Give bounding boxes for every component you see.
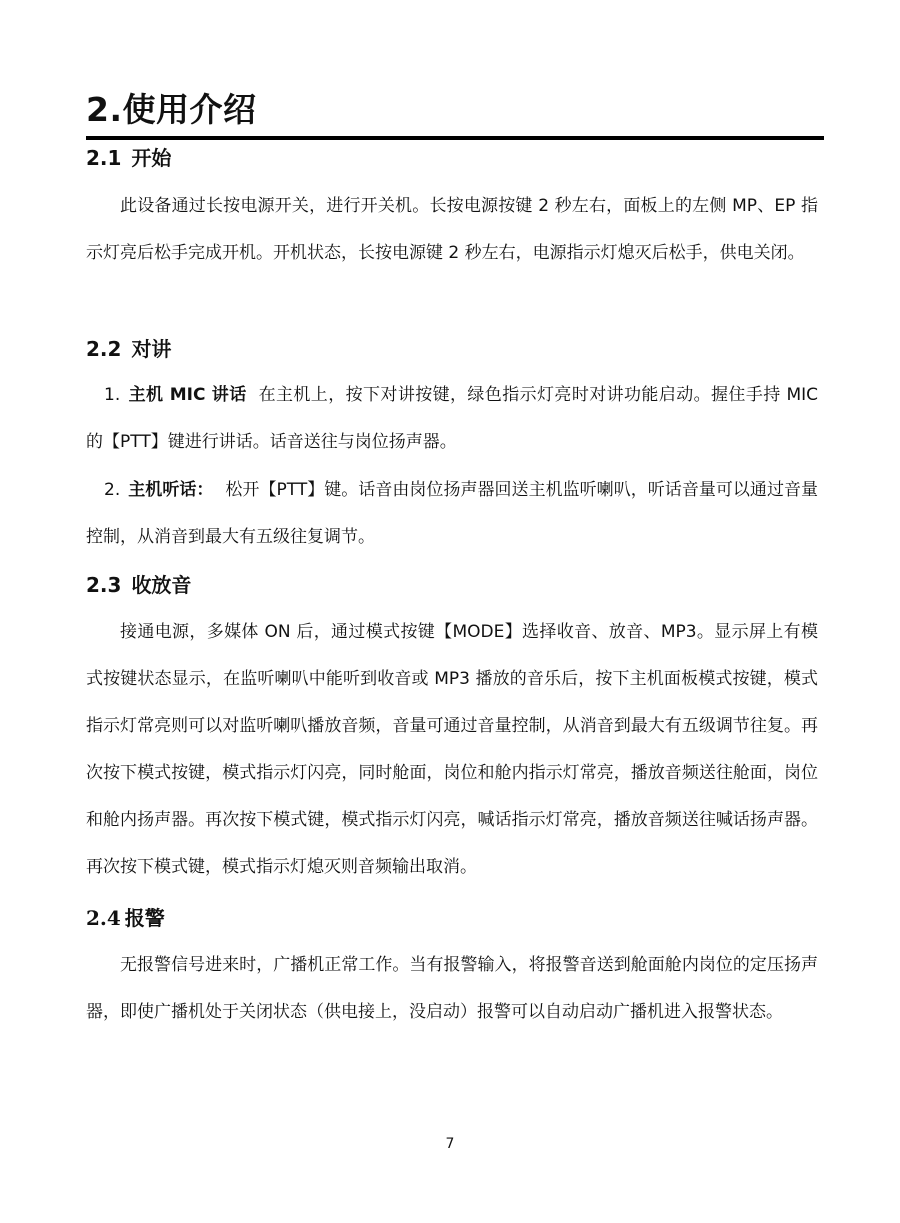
list-index: 2. [104,480,121,500]
list-item-text: 松开【PTT】键。话音由岗位扬声器回送主机监听喇叭，听话音量可以通过音量控制，从消音到最大有五级往复调节。 [86,480,818,547]
list-item-text: 在主机上，按下对讲按键，绿色指示灯亮时对讲功能启动。握住手持 MIC 的【PTT】键进行讲话。话音送往与岗位扬声器。 [86,385,818,452]
section-heading-2-2 [86,334,171,364]
section-number: 2.1 [86,146,122,170]
list-item-label: 主机听话： [128,480,214,500]
section-heading-2-1 [86,143,171,173]
page-number: 7 [445,1136,455,1152]
list-item-1 [86,372,818,466]
list-index: 1. [104,385,121,405]
section-2-4-paragraph: 无报警信号进来时，广播机正常工作。当有报警输入，将报警音送到舱面舱内岗位的定压扬声器，即使广播机处于关闭状态（供电接上，没启动）报警可以自动启动广播机进入报警状态。 [86,955,818,1022]
section-title: 收放音 [131,573,192,597]
section-title: 开始 [131,146,172,170]
section-title: 报警 [124,906,165,930]
list-item-2 [86,467,818,561]
section-heading-2-4 [86,903,165,933]
section-title: 对讲 [131,337,172,361]
section-number: 2.4 [86,906,121,930]
chapter-title: 2.使用介绍 [86,86,824,140]
section-number: 2.3 [86,573,122,597]
list-item-label: 主机 MIC 讲话 [128,385,247,405]
section-2-3-paragraph: 接通电源，多媒体 ON 后，通过模式按键【MODE】选择收音、放音、MP3。显示屏上有模式按键状态显示，在监听喇叭中能听到收音或 MP3 播放的音乐后，按下主机面板模式按键，模式指示灯常亮则可以对监听喇叭播放音频，音量可通过音量控制，从消音到最大有五级调节往复。再次按下模式按键，模式指示灯闪亮，同时舱面，岗位和舱内指示灯常亮，播放音频送往舱面，岗位和舱内扬声器。再次按下模式键，模式指示灯闪亮，喊话指示灯常亮，播放音频送往喊话扬声器。再次按下模式键，模式指示灯熄灭则音频输出取消。 [86,622,818,877]
section-heading-2-3 [86,570,191,600]
section-number: 2.2 [86,337,122,361]
section-2-1-paragraph: 此设备通过长按电源开关，进行开关机。长按电源按键 2 秒左右，面板上的左侧 MP、EP 指示灯亮后松手完成开机。开机状态，长按电源键 2 秒左右，电源指示灯熄灭后松手，供电关闭。 [86,196,818,263]
